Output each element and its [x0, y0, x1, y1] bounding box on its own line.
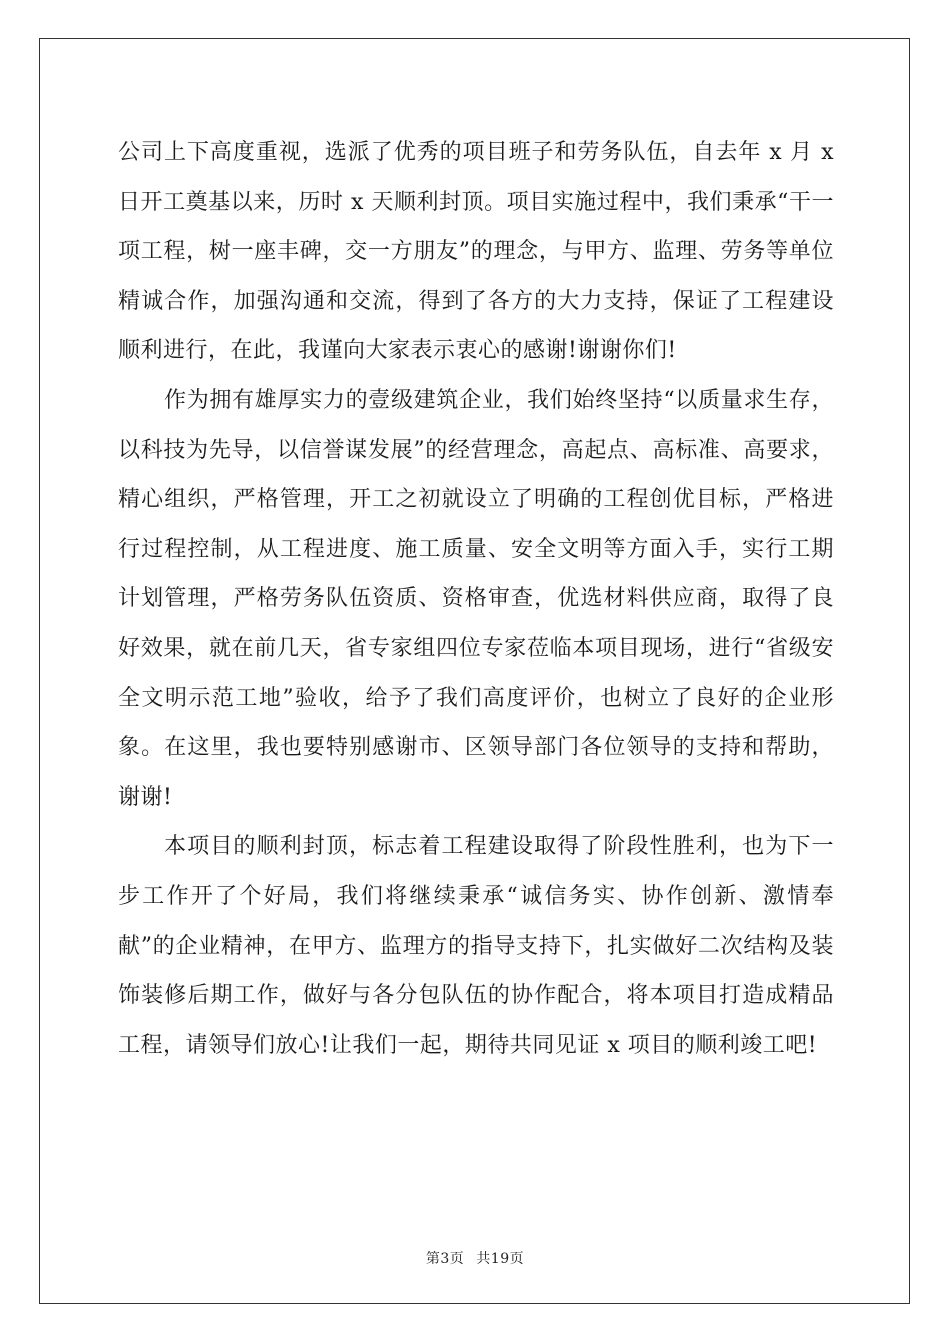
paragraph-3: 本项目的顺利封顶，标志着工程建设取得了阶段性胜利，也为下一步工作开了个好局，我们将继续秉承“诚信务实、协作创新、激情奉献”的企业精神，在甲方、监理方的指导支持下，扎实做好二次结构及装饰装修后期工作，做好与各分包队伍的协作配合，将本项目打造成精品工程，请领导们放心!让我们一起，期待共同见证 x 项目的顺利竣工吧!: [118, 834, 834, 1058]
page-footer: [0, 1248, 950, 1268]
paragraph-1: 公司上下高度重视，选派了优秀的项目班子和劳务队伍，自去年 x 月 x 日开工奠基以来，历时 x 天顺利封顶。项目实施过程中，我们秉承“干一项工程，树一座丰碑，交一方朋友”的理念，与甲方、监理、劳务等单位精诚合作，加强沟通和交流，得到了各方的大力支持，保证了工程建设顺利进行，在此，我谨向大家表示衷心的感谢!谢谢你们!: [118, 140, 834, 364]
page-number-current: 第3页: [425, 1251, 465, 1267]
paragraph-2: 作为拥有雄厚实力的壹级建筑企业，我们始终坚持“以质量求生存，以科技为先导，以信誉谋发展”的经营理念，高起点、高标准、高要求，精心组织，严格管理，开工之初就设立了明确的工程创优目标，严格进行过程控制，从工程进度、施工质量、安全文明等方面入手，实行工期计划管理，严格劳务队伍资质、资格审查，优选材料供应商，取得了良好效果，就在前几天，省专家组四位专家莅临本项目现场，进行“省级安全文明示范工地”验收，给予了我们高度评价，也树立了良好的企业形象。在这里，我也要特别感谢市、区领导部门各位领导的支持和帮助，谢谢!: [118, 387, 834, 810]
document-body: [118, 128, 834, 1070]
page-number-total: 共19页: [476, 1251, 525, 1267]
